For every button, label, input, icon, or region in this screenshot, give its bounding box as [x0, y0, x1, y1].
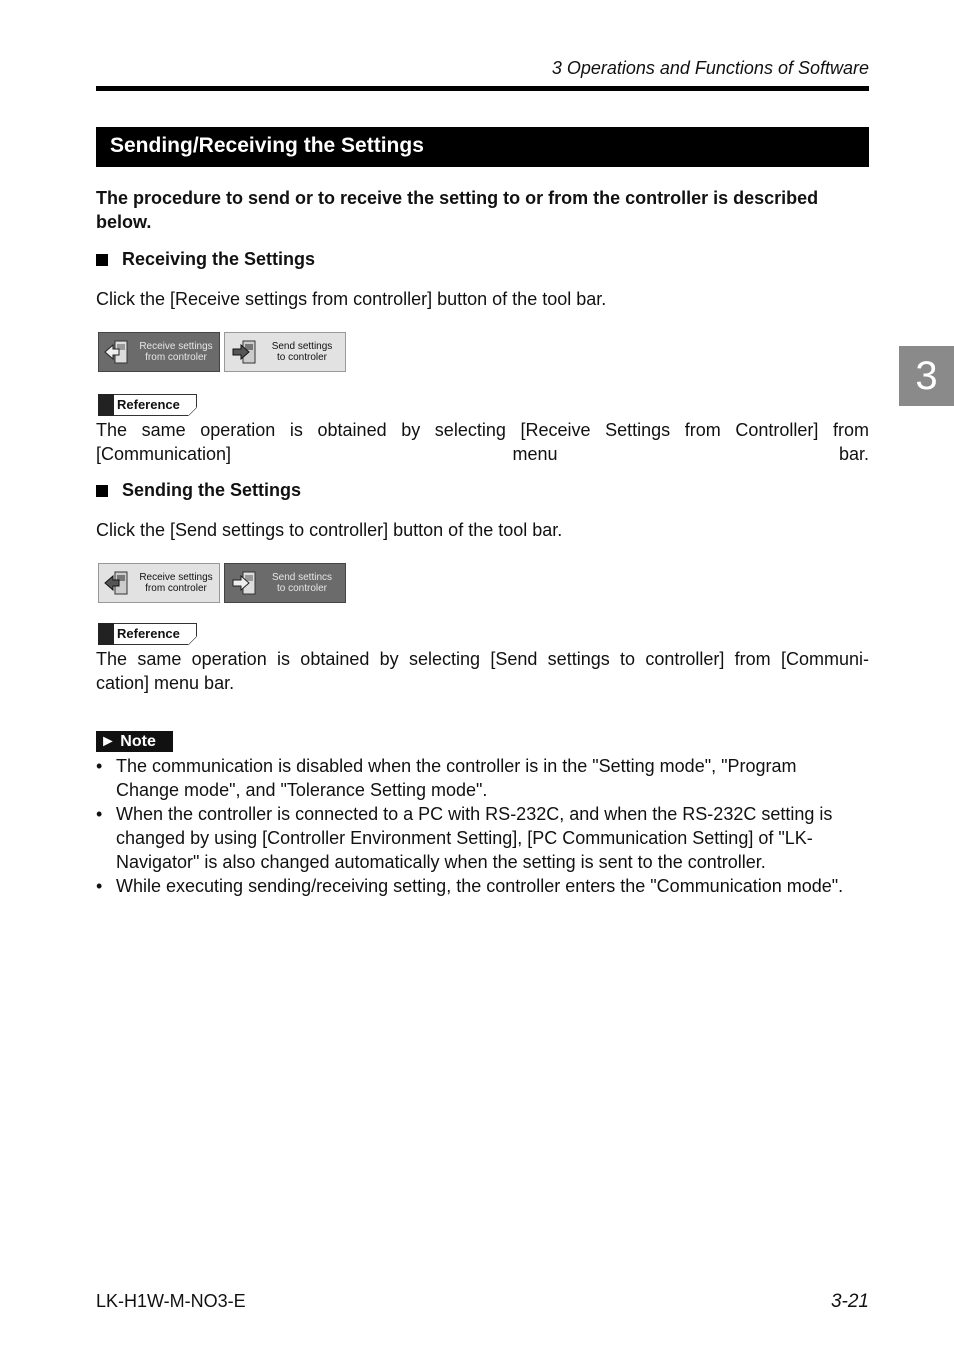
sending-heading-label: Sending the Settings: [122, 480, 302, 500]
note-label: ► Note: [96, 731, 173, 752]
page-number: 3-21: [830, 1291, 869, 1312]
receive-settings-button[interactable]: Receive settings from controler: [98, 332, 220, 372]
send-settings-button[interactable]: Send settings to controler: [224, 332, 346, 372]
receiving-heading: [96, 249, 315, 270]
document-id: LK-H1W-M-NO3-E: [96, 1291, 246, 1311]
section-title: Sending/Receiving the Settings: [96, 127, 869, 167]
receive-arrow-icon: [103, 339, 133, 365]
note-bullet-list: [96, 754, 856, 898]
sending-instruction: Click the [Send settings to controller] button of the tool bar.: [96, 520, 563, 540]
toolbar-receiving-example: [98, 332, 346, 372]
list-item: • When the controller is connected to a PC with RS-232C, and when the RS-232C setting is changed by using [Controller Environment Setting], [PC Communication Setting] of "LK-Navigator" is also changed automatically when the setting is sent to the controller.: [96, 804, 833, 872]
intro-text: The procedure to send or to receive the setting to or from the controller is described below.: [96, 188, 819, 232]
reference-block-icon: [98, 394, 114, 416]
send-arrow-icon: [229, 339, 259, 365]
receive-arrow-icon: [103, 570, 133, 596]
header-rule: [96, 86, 869, 91]
list-item: • While executing sending/receiving setting, the controller enters the "Communication mode".: [96, 876, 844, 896]
receiving-reference-text: The same operation is obtained by selecting [Receive Settings from Controller] from [Communication] menu bar.: [96, 420, 869, 464]
toolbar-sending-example: [98, 563, 346, 603]
list-item: • The communication is disabled when the controller is in the "Setting mode", "Program Change mode", and "Tolerance Setting mode".: [96, 756, 797, 800]
reference-tag: Reference: [98, 623, 197, 645]
chapter-tab: 3: [899, 346, 954, 406]
square-bullet-icon: [96, 254, 108, 266]
reference-block-icon: [98, 623, 114, 645]
sending-heading: [96, 480, 301, 501]
reference-tag: Reference: [98, 394, 197, 416]
sending-reference-text-line2: cation] menu bar.: [96, 673, 235, 693]
square-bullet-icon: [96, 485, 108, 497]
send-settings-button[interactable]: Send settincs to controler: [224, 563, 346, 603]
send-arrow-icon: [229, 570, 259, 596]
receiving-heading-label: Receiving the Settings: [122, 249, 316, 269]
receive-settings-button[interactable]: Receive settings from controler: [98, 563, 220, 603]
sending-reference-text-line1: The same operation is obtained by selecting [Send settings to controller] from [Communi-: [96, 649, 869, 669]
running-header: 3 Operations and Functions of Software: [551, 58, 869, 78]
receiving-instruction: Click the [Receive settings from controller] button of the tool bar.: [96, 289, 607, 309]
